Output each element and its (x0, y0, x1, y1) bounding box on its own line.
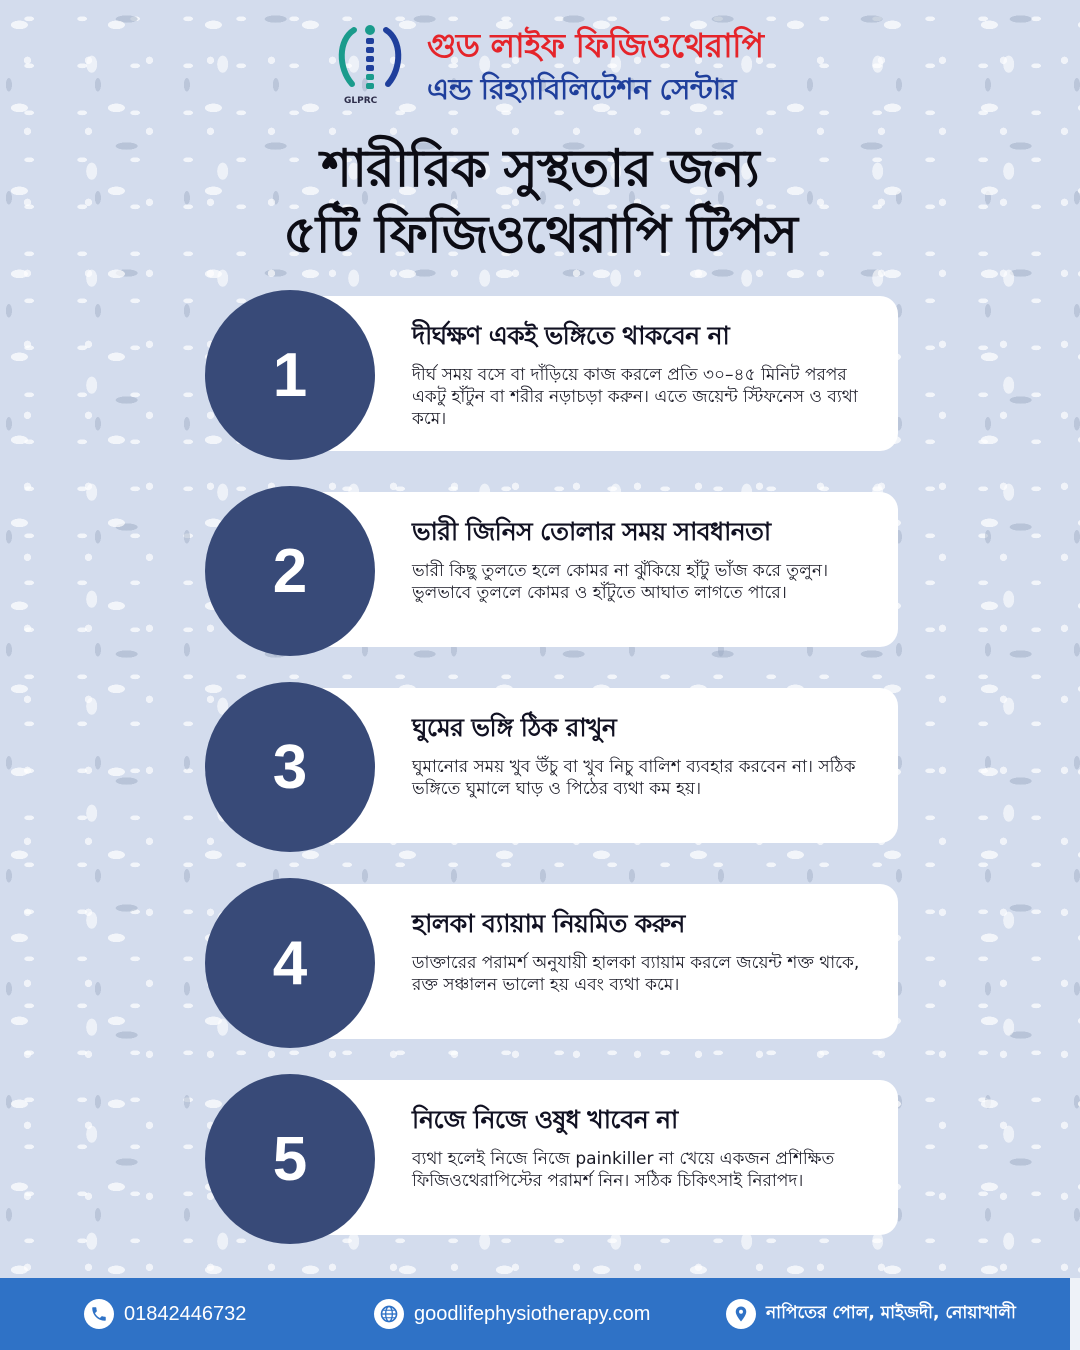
tip-number-badge: 1 (205, 290, 375, 460)
tip-number-badge: 5 (205, 1074, 375, 1244)
footer-website[interactable] (374, 1278, 650, 1350)
tip-card-4 (300, 884, 898, 1039)
tip-heading: ভারী জিনিস তোলার সময় সাবধানতা (412, 517, 771, 546)
phone-number: 01842446732 (124, 1302, 247, 1325)
title-line1: শারীরিক সুস্থতার জন্য (321, 139, 759, 199)
tip-card-5 (300, 1080, 898, 1235)
spine-logo-icon (330, 18, 410, 98)
tip-number-badge: 4 (205, 878, 375, 1048)
page-title (0, 136, 1080, 268)
tip-body: দীর্ঘ সময় বসে বা দাঁড়িয়ে কাজ করলে প্রতি ৩০–৪৫ মিনিট পরপর একটু হাঁটুন বা শরীর নড়াচড়া করুন। এতে জয়েন্ট স্টিফনেস ও ব্যথা কমে। (412, 365, 858, 429)
footer-contact-bar (0, 1278, 1070, 1350)
address-text: নাপিতের পোল, মাইজদী, নোয়াখালী (766, 1303, 1016, 1323)
header (0, 14, 1080, 114)
tip-card-2 (300, 492, 898, 647)
footer-phone[interactable] (84, 1278, 246, 1350)
footer-address[interactable] (726, 1278, 1016, 1350)
tip-body: ভারী কিছু তুলতে হলে কোমর না ঝুঁকিয়ে হাঁটু ভাঁজ করে তুলুন। ভুলভাবে তুললে কোমর ও হাঁটুতে আঘাত লাগতে পারে। (412, 561, 829, 603)
phone-icon (84, 1299, 114, 1329)
tip-heading: নিজে নিজে ওষুধ খাবেন না (412, 1105, 678, 1134)
website-url: goodlifephysiotherapy.com (414, 1302, 651, 1325)
footer-edge (1070, 1278, 1080, 1350)
tip-number-badge: 3 (205, 682, 375, 852)
title-line2: ৫টি ফিজিওথেরাপি টিপস (283, 205, 797, 265)
tip-heading: হালকা ব্যায়াম নিয়মিত করুন (412, 909, 685, 938)
tip-heading: ঘুমের ভঙ্গি ঠিক রাখুন (412, 713, 617, 742)
brand-name-line1: গুড লাইফ ফিজিওথেরাপি (427, 26, 764, 65)
tip-body: ডাক্তারের পরামর্শ অনুযায়ী হালকা ব্যায়াম করলে জয়েন্ট শক্ত থাকে, রক্ত সঞ্চালন ভালো হয় এবং ব্যথা কমে। (412, 953, 860, 995)
tip-card-3 (300, 688, 898, 843)
brand-name-line2: এন্ড রিহ্যাবিলিটেশন সেন্টার (427, 72, 737, 106)
tip-body: ব্যথা হলেই নিজে নিজে painkiller না খেয়ে একজন প্রশিক্ষিত ফিজিওথেরাপিস্টের পরামর্শ নিন। সঠিক চিকিৎসাই নিরাপদ। (412, 1149, 835, 1191)
logo-text: GLPRC (344, 96, 378, 106)
tip-number-badge: 2 (205, 486, 375, 656)
tip-heading: দীর্ঘক্ষণ একই ভঙ্গিতে থাকবেন না (412, 321, 730, 350)
tip-card-1 (300, 296, 898, 451)
tip-body: ঘুমানোর সময় খুব উঁচু বা খুব নিচু বালিশ ব্যবহার করবেন না। সঠিক ভঙ্গিতে ঘুমালে ঘাড় ও পিঠের ব্যথা কম হয়। (412, 757, 856, 799)
globe-icon (374, 1299, 404, 1329)
location-pin-icon (726, 1299, 756, 1329)
brand-logo (330, 18, 410, 110)
